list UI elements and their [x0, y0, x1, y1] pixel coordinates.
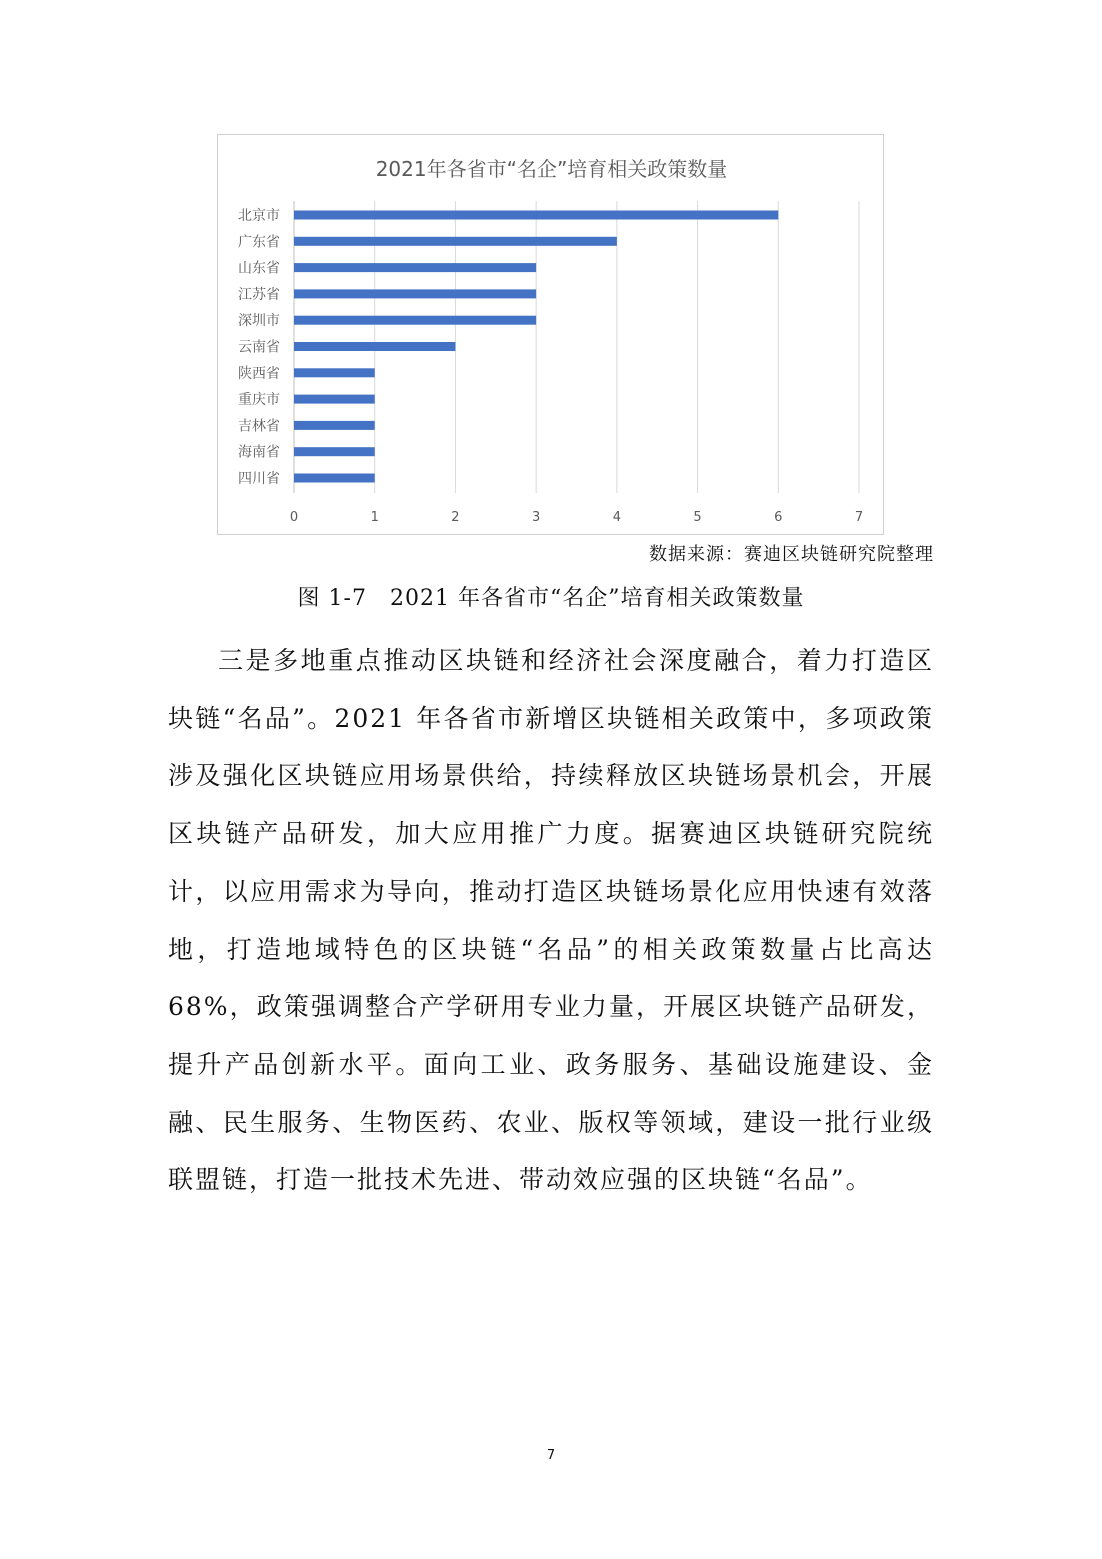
- bar-10: [294, 474, 375, 483]
- category-label-8: 吉林省: [238, 418, 280, 435]
- bar-2: [294, 263, 536, 272]
- bar-8: [294, 421, 375, 430]
- figure-caption: 图 1-7 2021 年各省市“名企”培育相关政策数量: [297, 586, 805, 611]
- x-tick-label-5: 5: [693, 510, 702, 525]
- category-label-7: 重庆市: [238, 392, 280, 409]
- body-paragraph: 三是多地重点推动区块链和经济社会深度融合，着力打造区块链“名品”。2021 年各省市新增区块链相关政策中，多项政策涉及强化区块链应用场景供给，持续释放区块链场景机会，开展区块链产品研发，加大应用推广力度。据赛迪区块链研究院统计，以应用需求为导向，推动打造区块链场景化应用快速有效落地，打造地域特色的区块链“名品”的相关政策数量占比高达 68%，政策强调整合产学研用专业力量，开展区块链产品研发，提升产品创新水平。面向工业、政务服务、基础设施建设、金融、民生服务、生物医药、农业、版权等领域，建设一批行业级联盟链，打造一批技术先进、带动效应强的区块链“名品”。: [168, 646, 934, 1195]
- x-tick-label-2: 2: [451, 510, 460, 525]
- category-label-2: 山东省: [238, 260, 280, 277]
- bar-6: [294, 368, 375, 377]
- category-label-3: 江苏省: [238, 286, 280, 303]
- bar-5: [294, 342, 455, 351]
- category-label-5: 云南省: [238, 339, 280, 356]
- x-tick-label-0: 0: [289, 510, 299, 525]
- bar-4: [294, 316, 536, 325]
- category-label-4: 深圳市: [238, 313, 280, 330]
- category-label-10: 四川省: [238, 471, 280, 487]
- bar-7: [294, 395, 375, 404]
- data-source: 数据来源：赛迪区块链研究院整理: [649, 544, 934, 565]
- bar-0: [294, 211, 778, 220]
- chart-title: 2021年各省市“名企”培育相关政策数量: [375, 157, 728, 181]
- bar-9: [294, 447, 375, 456]
- bar-chart: [217, 134, 884, 535]
- chart-canvas: [218, 135, 885, 536]
- category-label-1: 广东省: [238, 234, 280, 251]
- bar-1: [294, 237, 617, 246]
- x-tick-label-1: 1: [370, 510, 379, 525]
- category-label-9: 海南省: [238, 444, 280, 461]
- x-tick-label-6: 6: [774, 510, 783, 525]
- category-label-0: 北京市: [238, 208, 280, 224]
- category-label-6: 陕西省: [238, 365, 280, 382]
- x-tick-label-3: 3: [532, 510, 541, 525]
- page-number: 7: [546, 1448, 556, 1463]
- bar-3: [294, 289, 536, 298]
- x-tick-label-7: 7: [854, 510, 864, 525]
- x-tick-label-4: 4: [612, 510, 621, 525]
